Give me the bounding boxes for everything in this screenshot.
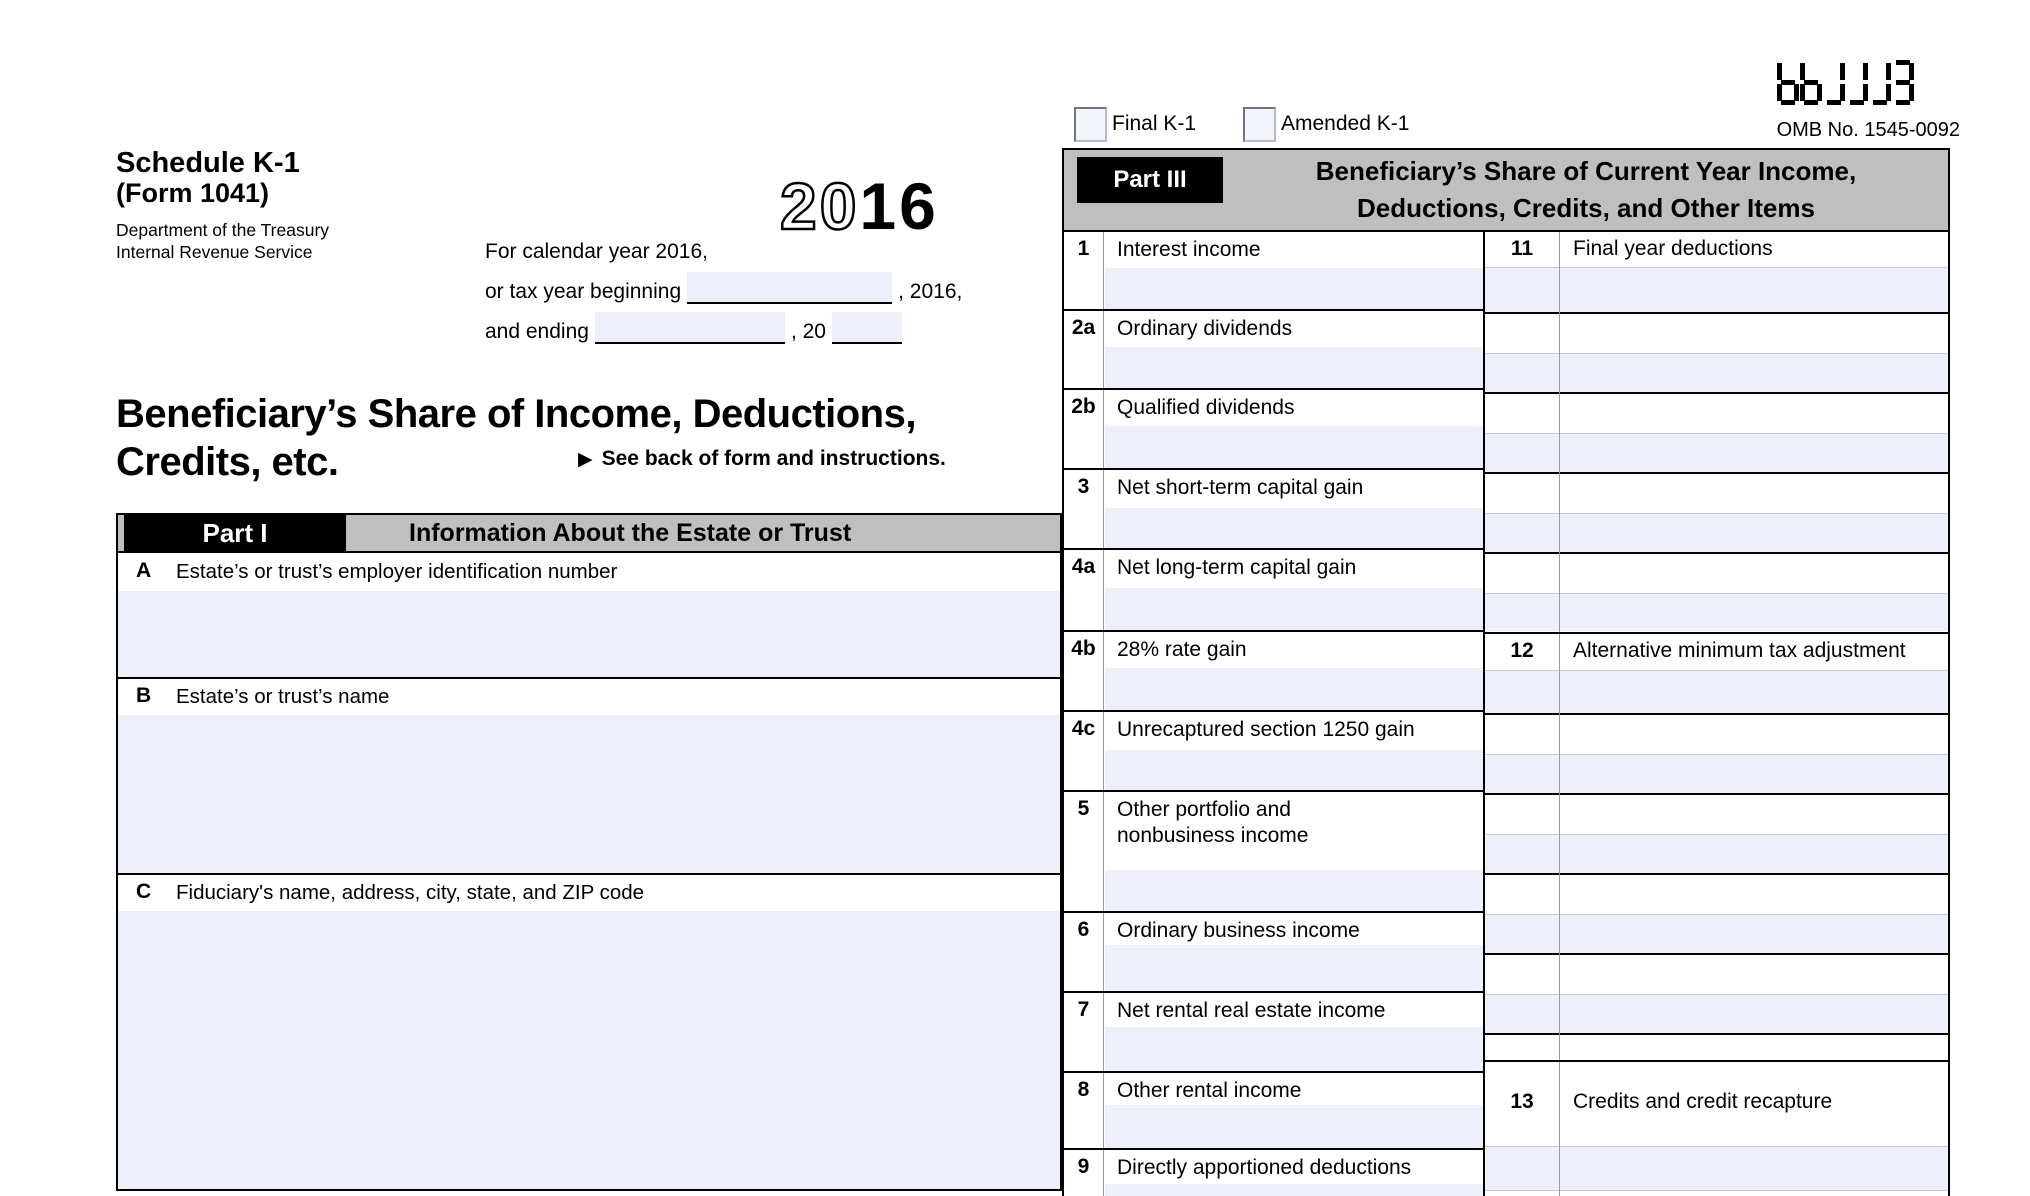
item-label: Other portfolio and nonbusiness income: [1105, 792, 1375, 870]
year-outline-digits: 20: [780, 169, 860, 243]
calendar-line-2: [485, 272, 962, 304]
item-number: 4c: [1064, 712, 1104, 790]
item-label: Ordinary business income: [1105, 913, 1483, 945]
amount-field[interactable]: [1105, 1105, 1483, 1148]
section-12-header: [1485, 634, 1948, 670]
entry-line[interactable]: [1485, 593, 1948, 631]
calendar-line-1: [485, 240, 708, 264]
part3-title: [1224, 150, 1948, 227]
entry-line[interactable]: [1485, 715, 1948, 754]
amount-field[interactable]: [1105, 426, 1483, 468]
amount-field[interactable]: [1105, 268, 1483, 309]
amount-field[interactable]: [1105, 508, 1483, 548]
item-number: 13: [1510, 1090, 1534, 1113]
estate-name-input[interactable]: [118, 715, 1060, 873]
item-number: 9: [1064, 1150, 1104, 1196]
part1-title: Information About the Estate or Trust: [409, 519, 852, 547]
field-a-letter: A: [136, 559, 152, 582]
part1-badge: Part I: [124, 515, 346, 551]
see-back-text: See back of form and instructions.: [601, 447, 946, 470]
dept-line2: Internal Revenue Service: [116, 242, 313, 263]
entry-line[interactable]: [1485, 394, 1948, 433]
entry-line[interactable]: [1485, 955, 1948, 994]
item-number: 4a: [1064, 550, 1104, 630]
amount-field[interactable]: [1105, 945, 1483, 991]
part3-left-column: [1064, 232, 1485, 1196]
amount-field[interactable]: [1105, 588, 1483, 630]
item-label: Ordinary dividends: [1105, 311, 1483, 347]
item-number: 4b: [1064, 632, 1104, 710]
form-number: (Form 1041): [116, 178, 270, 209]
final-k1-checkbox[interactable]: [1074, 107, 1107, 142]
entry-line[interactable]: [1485, 795, 1948, 834]
field-c-label: Fiduciary's name, address, city, state, and ZIP code: [176, 881, 645, 904]
entry-line[interactable]: [1485, 267, 1948, 312]
part3-title-line2: Deductions, Credits, and Other Items: [1357, 193, 1815, 223]
item-number: 5: [1064, 792, 1104, 911]
field-a-label-row: [118, 553, 1060, 591]
item-number: 12: [1510, 639, 1534, 662]
item-row-1: [1064, 232, 1483, 311]
form-title-line2: Credits, etc.: [116, 440, 339, 484]
entry-line[interactable]: [1485, 353, 1948, 392]
item-row-3: [1064, 470, 1483, 550]
estate-ein-input[interactable]: [118, 591, 1060, 677]
field-a-label: Estate’s or trust’s employer identification number: [176, 560, 618, 583]
field-c-letter: C: [136, 880, 152, 903]
entry-line[interactable]: [1485, 1190, 1948, 1196]
part3-badge: Part III: [1077, 157, 1223, 203]
item-row-9: [1064, 1150, 1483, 1196]
item-row-2a: [1064, 311, 1483, 390]
section-12: [1485, 632, 1948, 1060]
field-b-letter: B: [136, 684, 152, 707]
tax-year: [780, 168, 939, 244]
item-row-7: [1064, 993, 1483, 1073]
code-column-divider: [1559, 1062, 1560, 1196]
entry-line[interactable]: [1485, 875, 1948, 914]
dept-line1: Department of the Treasury: [116, 220, 330, 241]
item-number: 8: [1064, 1073, 1104, 1148]
calendar-text-1: For calendar year 2016,: [485, 240, 708, 263]
entry-line[interactable]: [1485, 994, 1948, 1033]
entry-line[interactable]: [1485, 1035, 1948, 1060]
part1-box: [116, 513, 1062, 1191]
section-11: [1485, 232, 1948, 632]
item-row-4a: [1064, 550, 1483, 632]
field-c-label-row: [118, 875, 1060, 911]
arrow-icon: ▶: [578, 449, 593, 470]
form-title: [116, 390, 916, 486]
item-row-4b: [1064, 632, 1483, 712]
item-number: 11: [1510, 237, 1534, 260]
omb-number: OMB No. 1545-0092: [1776, 119, 1960, 141]
tax-year-beginning-input[interactable]: [687, 272, 892, 304]
calendar-line-3: [485, 312, 908, 344]
entry-line[interactable]: [1485, 513, 1948, 552]
form-id-block: [116, 148, 329, 264]
tax-year-ending-input[interactable]: [595, 312, 785, 344]
entry-line[interactable]: [1485, 554, 1948, 593]
item-label: Alternative minimum tax adjustment: [1573, 639, 1906, 662]
part3-header-bar: [1064, 150, 1948, 232]
code-column-divider: [1559, 634, 1560, 1060]
field-b-label: Estate’s or trust’s name: [176, 685, 390, 708]
item-label: Interest income: [1105, 232, 1483, 268]
item-row-2b: [1064, 390, 1483, 470]
code-column-divider: [1559, 232, 1560, 632]
item-label: Net rental real estate income: [1105, 993, 1483, 1027]
entry-line[interactable]: [1485, 433, 1948, 472]
entry-line[interactable]: [1485, 1146, 1948, 1190]
calendar-20-text: , 20: [790, 320, 826, 343]
entry-line[interactable]: [1485, 754, 1948, 793]
item-label: Other rental income: [1105, 1073, 1483, 1105]
item-number: 7: [1064, 993, 1104, 1071]
item-row-8: [1064, 1073, 1483, 1150]
item-number: 6: [1064, 913, 1104, 991]
amended-k1-checkbox[interactable]: [1243, 107, 1276, 142]
entry-line[interactable]: [1485, 314, 1948, 353]
form-barcode: [1777, 60, 1914, 105]
tax-year-beginning-label: or tax year beginning: [485, 280, 682, 303]
item-label: 28% rate gain: [1105, 632, 1483, 668]
entry-line[interactable]: [1485, 670, 1948, 713]
final-k1-label: Final K-1: [1112, 112, 1197, 135]
item-label: Credits and credit recapture: [1573, 1090, 1833, 1113]
calendar-2016-suffix: , 2016,: [898, 280, 963, 303]
item-row-5: [1064, 792, 1483, 913]
part3-box: [1062, 148, 1950, 1196]
field-b-label-row: [118, 679, 1060, 715]
part3-title-line1: Beneficiary’s Share of Current Year Income,: [1315, 156, 1857, 186]
form-title-line1: Beneficiary’s Share of Income, Deductions,: [116, 392, 916, 436]
item-number: 3: [1064, 470, 1104, 548]
amended-k1-label: Amended K-1: [1281, 112, 1410, 135]
schedule-name: Schedule K-1: [116, 147, 300, 179]
section-13-header: [1485, 1062, 1948, 1146]
part1-header-bar: [118, 515, 1060, 553]
see-back-note: [578, 447, 946, 471]
section-13: [1485, 1060, 1948, 1196]
amount-field[interactable]: [1105, 1184, 1483, 1196]
item-number: 2b: [1064, 390, 1104, 468]
item-label: Directly apportioned deductions: [1105, 1150, 1483, 1184]
item-label: Unrecaptured section 1250 gain: [1105, 712, 1483, 750]
fiduciary-address-input[interactable]: [118, 911, 1060, 1189]
section-11-header: [1485, 232, 1948, 267]
item-label: Net long-term capital gain: [1105, 550, 1483, 588]
item-row-6: [1064, 913, 1483, 993]
entry-line[interactable]: [1485, 834, 1948, 873]
item-label: Qualified dividends: [1105, 390, 1483, 426]
part3-body: [1064, 232, 1948, 1196]
item-label: Final year deductions: [1573, 237, 1773, 260]
amount-field[interactable]: [1105, 668, 1483, 710]
amount-field[interactable]: [1105, 1027, 1483, 1071]
item-number: 1: [1064, 232, 1104, 309]
entry-line[interactable]: [1485, 474, 1948, 513]
amount-field[interactable]: [1105, 750, 1483, 790]
amount-field[interactable]: [1105, 870, 1483, 911]
tax-year-ending-label: and ending: [485, 320, 589, 343]
tax-year-ending-year-input[interactable]: [832, 312, 902, 344]
entry-line[interactable]: [1485, 914, 1948, 953]
item-row-4c: [1064, 712, 1483, 792]
item-label: Net short-term capital gain: [1105, 470, 1483, 508]
item-number: 2a: [1064, 311, 1104, 388]
amount-field[interactable]: [1105, 347, 1483, 388]
part3-right-column: [1485, 232, 1948, 1196]
year-bold-digits: 16: [859, 169, 939, 243]
